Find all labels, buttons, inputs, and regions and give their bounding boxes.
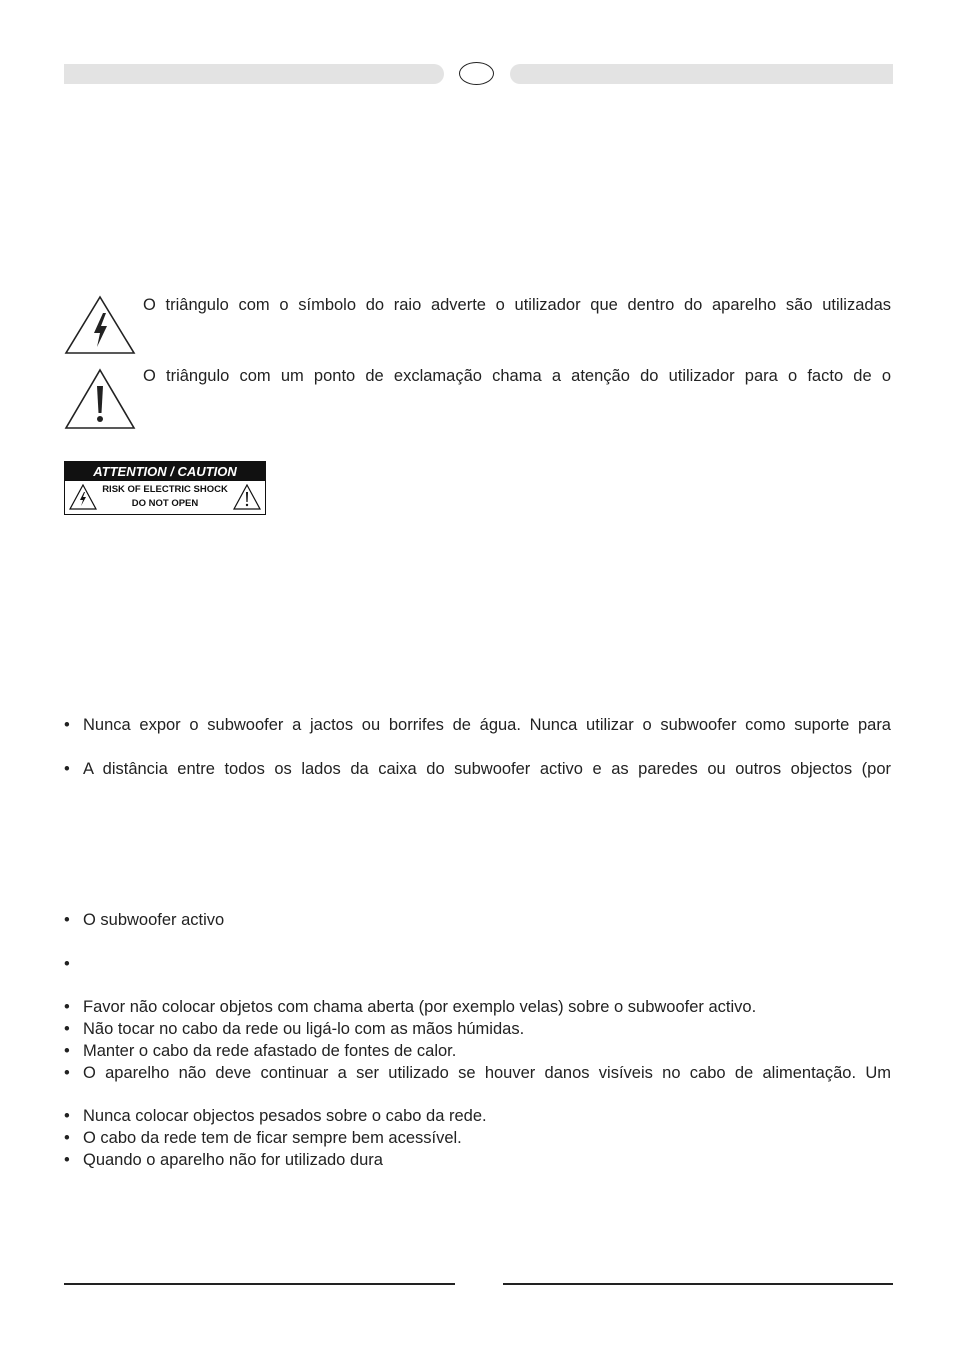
list-item — [64, 954, 891, 974]
exclamation-warning-icon — [64, 368, 136, 430]
exclamation-paragraph: O triângulo com um ponto de exclamação chama a atenção do utilizador para o facto de o — [143, 367, 891, 385]
footer-rule-left — [64, 1283, 455, 1285]
list-item — [64, 759, 891, 779]
list-item-text: O cabo da rede tem de ficar sempre bem acessível. — [83, 1129, 462, 1147]
caution-label-line1: RISK OF ELECTRIC SHOCK — [102, 484, 228, 495]
list-item — [64, 1106, 891, 1126]
bullet-dot: • — [64, 1064, 70, 1082]
list-item-text: Não tocar no cabo da rede ou ligá-lo com as mãos húmidas. — [83, 1020, 525, 1038]
bullet-dot: • — [64, 1107, 70, 1125]
lightning-paragraph: O triângulo com o símbolo do raio adverte o utilizador que dentro do aparelho são utilizadas — [143, 296, 891, 314]
bullet-dot: • — [64, 1151, 70, 1169]
bullet-dot: • — [64, 955, 70, 973]
list-item-text: A distância entre todos os lados da caixa do subwoofer activo e as paredes ou outros objectos (por — [83, 760, 891, 778]
header-bar-right — [510, 64, 893, 84]
caution-label — [64, 461, 266, 515]
bullet-dot: • — [64, 1020, 70, 1038]
list-item-text: O subwoofer activo — [83, 911, 225, 929]
bullet-dot: • — [64, 716, 70, 734]
list-item — [64, 997, 891, 1017]
caution-label-title: ATTENTION / CAUTION — [65, 462, 265, 481]
list-item-text: Manter o cabo da rede afastado de fontes de calor. — [83, 1042, 457, 1060]
bullet-dot: • — [64, 760, 70, 778]
lightning-warning-icon — [64, 295, 136, 355]
list-item — [64, 715, 891, 735]
list-item — [64, 1063, 891, 1083]
footer-rule-right — [503, 1283, 893, 1285]
list-item-text: Favor não colocar objetos com chama aberta (por exemplo velas) sobre o subwoofer activo. — [83, 998, 757, 1016]
list-item-text: Nunca colocar objectos pesados sobre o cabo da rede. — [83, 1107, 487, 1125]
bullet-dot: • — [64, 1129, 70, 1147]
header-bar-left — [64, 64, 444, 84]
bullet-dot: • — [64, 911, 70, 929]
language-badge — [459, 62, 494, 85]
list-item — [64, 910, 891, 930]
list-item — [64, 1041, 891, 1061]
list-item — [64, 1128, 891, 1148]
list-item-text: O aparelho não deve continuar a ser utilizado se houver danos visíveis no cabo de alimentação. Um — [83, 1064, 891, 1082]
bullet-dot: • — [64, 1042, 70, 1060]
list-item — [64, 1019, 891, 1039]
exclamation-mini-icon — [233, 484, 261, 515]
list-item-text: Nunca expor o subwoofer a jactos ou borrifes de água. Nunca utilizar o subwoofer como suporte para — [83, 716, 891, 734]
list-item — [64, 1150, 891, 1170]
list-item-text: Quando o aparelho não for utilizado dura — [83, 1151, 383, 1169]
bullet-dot: • — [64, 998, 70, 1016]
caution-label-line2: DO NOT OPEN — [131, 498, 199, 509]
